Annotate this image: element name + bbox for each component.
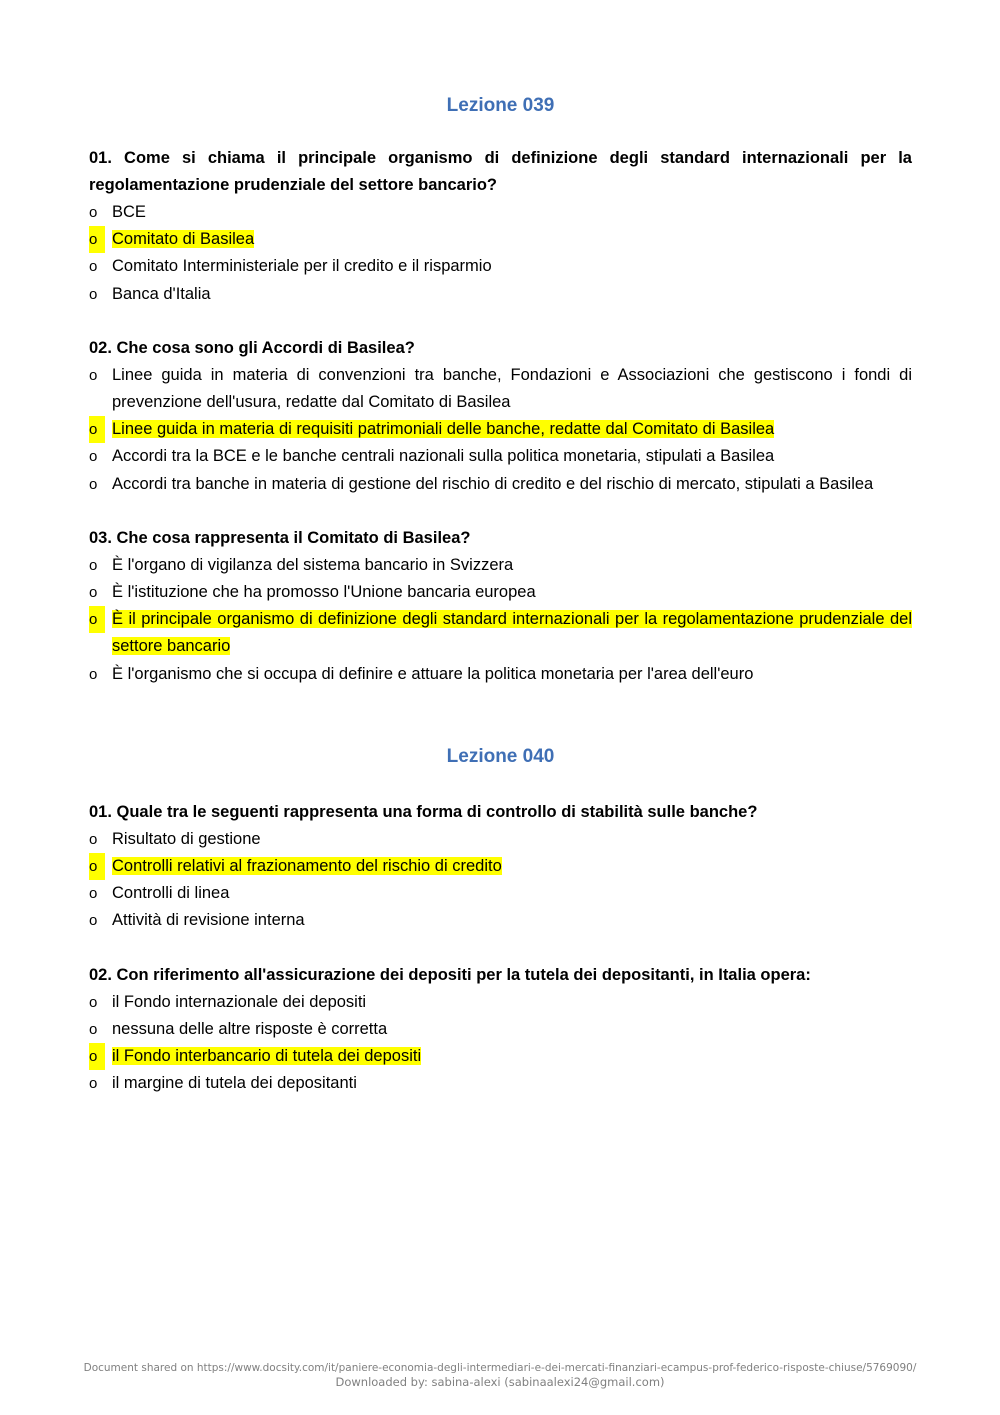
answer-option: o Banca d'Italia [89,281,912,308]
answer-option-correct: o Linee guida in materia di requisiti patrimoniali delle banche, redatte dal Comitato di Basilea [89,416,912,443]
bullet-icon: o [89,258,98,276]
answer-option-correct: o il Fondo interbancario di tutela dei depositi [89,1043,912,1070]
bullet-icon: o [89,366,98,384]
bullet-icon: o [89,853,105,880]
answer-option: o Attività di revisione interna [89,907,912,934]
bullet-icon: o [89,584,98,602]
answer-option-correct: o Comitato di Basilea [89,226,912,253]
answer-list [89,199,912,308]
question-text: 01. Come si chiama il principale organismo di definizione degli standard internazionali per la regolamentazione prudenziale del settore bancario? [89,149,912,194]
bullet-icon: o [89,1043,105,1070]
footer [0,1361,1000,1389]
bullet-icon: o [89,475,98,493]
answer-option: o nessuna delle altre risposte è corretta [89,1016,912,1043]
bullet-icon: o [89,448,98,466]
question-text: 02. Che cosa sono gli Accordi di Basilea? [89,338,415,357]
answer-option-correct: o È il principale organismo di definizione degli standard internazionali per la regolamentazione prudenziale del settore bancario [89,606,912,660]
question-text: 03. Che cosa rappresenta il Comitato di Basilea? [89,528,471,547]
question-text: 02. Con riferimento all'assicurazione dei depositi per la tutela dei depositanti, in Italia opera: [89,965,811,984]
bullet-icon: o [89,556,98,574]
bullet-icon: o [89,416,105,443]
answer-option: o Controlli di linea [89,880,912,907]
bullet-icon: o [89,912,98,930]
footer-downloaded-by: Downloaded by: sabina-alexi (sabinaalexi24@gmail.com) [335,1375,665,1389]
bullet-icon: o [89,885,98,903]
question-block [89,799,912,935]
answer-list [89,362,912,498]
footer-shared-link[interactable]: Document shared on https://www.docsity.com/it/paniere-economia-degli-intermediari-e-dei-mercati-finanziari-ecampus-prof-federico-risposte-chiuse/5769090/ [83,1362,917,1374]
answer-option: o il margine di tutela dei depositanti [89,1070,912,1097]
answer-option: o È l'organismo che si occupa di definire e attuare la politica monetaria per l'area dell'euro [89,661,912,688]
bullet-icon: o [89,993,98,1011]
answer-option: o Accordi tra banche in materia di gestione del rischio di credito e del rischio di mercato, stipulati a Basilea [89,471,912,498]
answer-option: o BCE [89,199,912,226]
question-block [89,145,912,308]
question-block [89,335,912,498]
bullet-icon: o [89,285,98,303]
answer-option: o Accordi tra la BCE e le banche centrali nazionali sulla politica monetaria, stipulati a Basilea [89,443,912,470]
document-page [89,0,912,1097]
bullet-icon: o [89,665,98,683]
question-block [89,525,912,688]
answer-option: o Linee guida in materia di convenzioni tra banche, Fondazioni e Associazioni che gestiscono i fondi di prevenzione dell'usura, redatte dal Comitato di Basilea [89,362,912,416]
question-text: 01. Quale tra le seguenti rappresenta una forma di controllo di stabilità sulle banche? [89,802,758,821]
bullet-icon: o [89,226,105,253]
bullet-icon: o [89,606,105,633]
lesson-title-039: Lezione 039 [446,95,555,116]
answer-list [89,989,912,1098]
bullet-icon: o [89,204,98,221]
answer-option: o È l'istituzione che ha promosso l'Unione bancaria europea [89,579,912,606]
question-block [89,962,912,1098]
answer-list [89,826,912,935]
answer-list [89,552,912,688]
bullet-icon: o [89,830,98,848]
answer-option-correct: o Controlli relativi al frazionamento del rischio di credito [89,853,912,880]
bullet-icon: o [89,1075,98,1093]
answer-option: o Risultato di gestione [89,826,912,853]
answer-option: o Comitato Interministeriale per il credito e il risparmio [89,253,912,280]
answer-option: o il Fondo internazionale dei depositi [89,989,912,1016]
lesson-title-040: Lezione 040 [446,745,555,767]
answer-option: o È l'organo di vigilanza del sistema bancario in Svizzera [89,552,912,579]
bullet-icon: o [89,1020,98,1038]
